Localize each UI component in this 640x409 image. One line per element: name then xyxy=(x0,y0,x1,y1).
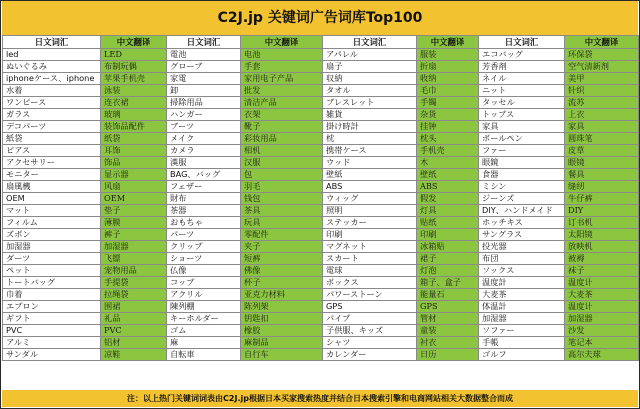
jp-term-cell: グローブ xyxy=(167,61,241,73)
jp-term-cell: 芳香剤 xyxy=(479,61,565,73)
jp-term-cell: カメラ xyxy=(167,145,241,157)
table-row xyxy=(3,109,639,121)
zh-translation-cell: 家用电子产品 xyxy=(241,73,323,85)
zh-translation-cell: 杂货 xyxy=(417,109,479,121)
table-row xyxy=(3,205,639,217)
zh-translation-cell: 收纳 xyxy=(417,73,479,85)
jp-term-cell: マット xyxy=(3,205,101,217)
jp-term-cell: PVC xyxy=(3,325,101,337)
header-jp: 日文词汇 xyxy=(3,36,101,49)
zh-translation-cell: 高尔夫球 xyxy=(565,349,639,361)
jp-term-cell: OEM xyxy=(3,193,101,205)
zh-translation-cell: 电池 xyxy=(241,49,323,61)
zh-translation-cell: 温度计 xyxy=(565,277,639,289)
zh-translation-cell: 针织 xyxy=(565,85,639,97)
zh-translation-cell: 裙子 xyxy=(417,253,479,265)
jp-term-cell: ジーンズ xyxy=(479,193,565,205)
jp-term-cell: フィルム xyxy=(3,217,101,229)
zh-translation-cell: LED xyxy=(101,49,167,61)
header-zh: 中文翻译 xyxy=(417,36,479,49)
table-row xyxy=(3,349,639,361)
zh-translation-cell: 围裙 xyxy=(101,301,167,313)
jp-term-cell: サングラス xyxy=(479,229,565,241)
table-row xyxy=(3,313,639,325)
jp-term-cell: ゴム xyxy=(167,325,241,337)
zh-translation-cell: 纸袋 xyxy=(101,133,167,145)
zh-translation-cell: 圆珠笔 xyxy=(565,133,639,145)
table-row xyxy=(3,133,639,145)
jp-term-cell: 家電 xyxy=(167,73,241,85)
jp-term-cell: GPS xyxy=(323,301,417,313)
jp-term-cell: タッセル xyxy=(479,97,565,109)
jp-term-cell: ネイル xyxy=(479,73,565,85)
zh-translation-cell: 杯子 xyxy=(241,277,323,289)
zh-translation-cell: 手提袋 xyxy=(101,277,167,289)
jp-term-cell: トートバッグ xyxy=(3,277,101,289)
jp-term-cell: ショーツ xyxy=(167,253,241,265)
jp-term-cell: led xyxy=(3,49,101,61)
zh-translation-cell: 短裤 xyxy=(241,253,323,265)
zh-translation-cell: 包 xyxy=(241,169,323,181)
jp-term-cell: ズボン xyxy=(3,229,101,241)
zh-translation-cell: 装饰品配件 xyxy=(101,121,167,133)
zh-translation-cell: 上衣 xyxy=(565,109,639,121)
zh-translation-cell: 裤子 xyxy=(101,229,167,241)
jp-term-cell: キーホルダー xyxy=(167,313,241,325)
zh-translation-cell: 批发 xyxy=(241,85,323,97)
jp-term-cell: 食器 xyxy=(479,169,565,181)
jp-term-cell: 布団 xyxy=(479,253,565,265)
zh-translation-cell: 毛巾 xyxy=(417,85,479,97)
zh-translation-cell: 衬衣 xyxy=(417,337,479,349)
jp-term-cell: タオル xyxy=(323,85,417,97)
zh-translation-cell: 麻制品 xyxy=(241,337,323,349)
jp-term-cell: ボールペン xyxy=(479,133,565,145)
zh-translation-cell: 能量石 xyxy=(417,289,479,301)
jp-term-cell: 大麦茶 xyxy=(479,289,565,301)
jp-term-cell: ゴルフ xyxy=(479,349,565,361)
zh-translation-cell: 壁纸 xyxy=(417,169,479,181)
jp-term-cell: 加湿器 xyxy=(479,313,565,325)
jp-term-cell: BAG、バッグ xyxy=(167,169,241,181)
zh-translation-cell: 礼品 xyxy=(101,313,167,325)
table-row xyxy=(3,61,639,73)
jp-term-cell: ファー xyxy=(479,145,565,157)
jp-term-cell: スカート xyxy=(323,253,417,265)
jp-term-cell: ミシン xyxy=(479,181,565,193)
zh-translation-cell: 羽毛 xyxy=(241,181,323,193)
jp-term-cell: 陳列棚 xyxy=(167,301,241,313)
zh-translation-cell: 宠物用品 xyxy=(101,265,167,277)
zh-translation-cell: 沙发 xyxy=(565,325,639,337)
header-zh: 中文翻译 xyxy=(101,36,167,49)
zh-translation-cell: 苹果手机壳 xyxy=(101,73,167,85)
jp-term-cell: ウッド xyxy=(323,157,417,169)
zh-translation-cell: 管材 xyxy=(417,313,479,325)
jp-term-cell: ニット xyxy=(479,85,565,97)
jp-term-cell: マグネット xyxy=(323,241,417,253)
jp-term-cell: アクリル xyxy=(167,289,241,301)
keyword-table xyxy=(2,35,639,361)
jp-term-cell: おもちゃ xyxy=(167,217,241,229)
zh-translation-cell: 枕头 xyxy=(417,133,479,145)
table-row xyxy=(3,301,639,313)
jp-term-cell: 眼鏡 xyxy=(479,157,565,169)
jp-term-cell: ソックス xyxy=(479,265,565,277)
zh-translation-cell: 清洁产品 xyxy=(241,97,323,109)
jp-term-cell: 仏像 xyxy=(167,265,241,277)
zh-translation-cell: 靴子 xyxy=(241,121,323,133)
jp-term-cell: カレンダー xyxy=(323,349,417,361)
zh-translation-cell: 温度计 xyxy=(565,301,639,313)
jp-term-cell: ハンガー xyxy=(167,109,241,121)
jp-term-cell: 体温計 xyxy=(479,301,565,313)
jp-term-cell: 印刷 xyxy=(323,229,417,241)
jp-term-cell: フェザー xyxy=(167,181,241,193)
table-row xyxy=(3,121,639,133)
jp-term-cell: 紙袋 xyxy=(3,133,101,145)
zh-translation-cell: 显示器 xyxy=(101,169,167,181)
jp-term-cell: iphoneケース、iphone xyxy=(3,73,101,85)
jp-term-cell: ぬいぐるみ xyxy=(3,61,101,73)
table-row xyxy=(3,337,639,349)
jp-term-cell: パーツ xyxy=(167,229,241,241)
jp-term-cell: アクセサリー xyxy=(3,157,101,169)
zh-translation-cell: 美甲 xyxy=(565,73,639,85)
zh-translation-cell: 零配件 xyxy=(241,229,323,241)
zh-translation-cell: 彩妆用品 xyxy=(241,133,323,145)
table-row xyxy=(3,241,639,253)
zh-translation-cell: 玻璃 xyxy=(101,109,167,121)
zh-translation-cell: 耳饰 xyxy=(101,145,167,157)
jp-term-cell: 財布 xyxy=(167,193,241,205)
jp-term-cell: サンダル xyxy=(3,349,101,361)
zh-translation-cell: OEM xyxy=(101,193,167,205)
zh-translation-cell: 飞镖 xyxy=(101,253,167,265)
zh-translation-cell: 流苏 xyxy=(565,97,639,109)
jp-term-cell: パイプ xyxy=(323,313,417,325)
header-jp: 日文词汇 xyxy=(479,36,565,49)
zh-translation-cell: 缝纫 xyxy=(565,181,639,193)
table-row xyxy=(3,265,639,277)
zh-translation-cell: 空气清新剂 xyxy=(565,61,639,73)
table-row xyxy=(3,181,639,193)
jp-term-cell: ペット xyxy=(3,265,101,277)
jp-term-cell: 温度計 xyxy=(479,277,565,289)
jp-term-cell: コップ xyxy=(167,277,241,289)
zh-translation-cell: 折扇 xyxy=(417,61,479,73)
jp-term-cell: 枕 xyxy=(323,133,417,145)
zh-translation-cell: 相机 xyxy=(241,145,323,157)
zh-translation-cell: 钥匙扣 xyxy=(241,313,323,325)
zh-translation-cell: 被褥 xyxy=(565,253,639,265)
table-row xyxy=(3,277,639,289)
table-row xyxy=(3,157,639,169)
zh-translation-cell: 拉绳袋 xyxy=(101,289,167,301)
jp-term-cell: ブレスレット xyxy=(323,97,417,109)
keyword-table-body xyxy=(3,49,639,361)
zh-translation-cell: 夹子 xyxy=(241,241,323,253)
jp-term-cell: 自転車 xyxy=(167,349,241,361)
jp-term-cell: アルミ xyxy=(3,337,101,349)
zh-translation-cell: 连衣裙 xyxy=(101,97,167,109)
jp-term-cell: ホッチキス xyxy=(479,217,565,229)
jp-term-cell: 掃除用品 xyxy=(167,97,241,109)
jp-term-cell: 電球 xyxy=(323,265,417,277)
zh-translation-cell: 加湿器 xyxy=(101,241,167,253)
zh-translation-cell: 笔记本 xyxy=(565,337,639,349)
zh-translation-cell: 玩具 xyxy=(241,217,323,229)
header-zh: 中文翻译 xyxy=(241,36,323,49)
jp-term-cell: 照明 xyxy=(323,205,417,217)
jp-term-cell: クリップ xyxy=(167,241,241,253)
zh-translation-cell: 加湿器 xyxy=(565,313,639,325)
jp-term-cell: ガラス xyxy=(3,109,101,121)
footer-note: 注：以上热门关键词词表由C2J.jp根据日本买家搜索热度并结合日本搜索引擎和电商网站相关大数据整合而成 xyxy=(2,390,638,407)
jp-term-cell: 子供服、キッズ xyxy=(323,325,417,337)
zh-translation-cell: 童装 xyxy=(417,325,479,337)
zh-translation-cell: 佛像 xyxy=(241,265,323,277)
zh-translation-cell: 陈列架 xyxy=(241,301,323,313)
zh-translation-cell: 眼镜 xyxy=(565,157,639,169)
jp-term-cell: デコパーツ xyxy=(3,121,101,133)
page-title: C2J.jp 关键词广告词库Top100 xyxy=(2,1,638,35)
table-row xyxy=(3,325,639,337)
jp-term-cell: DIY、ハンドメイド xyxy=(479,205,565,217)
jp-term-cell: 巾着 xyxy=(3,289,101,301)
jp-term-cell: アパレル xyxy=(323,49,417,61)
jp-term-cell: エコバッグ xyxy=(479,49,565,61)
zh-translation-cell: 冰箱贴 xyxy=(417,241,479,253)
jp-term-cell: 加湿器 xyxy=(3,241,101,253)
jp-term-cell: 茶器 xyxy=(167,205,241,217)
zh-translation-cell: 箱子、盒子 xyxy=(417,277,479,289)
zh-translation-cell: 薄膜 xyxy=(101,217,167,229)
zh-translation-cell: 家具 xyxy=(565,121,639,133)
zh-translation-cell: 饰品 xyxy=(101,157,167,169)
zh-translation-cell: 餐具 xyxy=(565,169,639,181)
zh-translation-cell: 衣架 xyxy=(241,109,323,121)
zh-translation-cell: 日历 xyxy=(417,349,479,361)
zh-translation-cell: ABS xyxy=(417,181,479,193)
zh-translation-cell: 牛仔裤 xyxy=(565,193,639,205)
zh-translation-cell: 服装 xyxy=(417,49,479,61)
jp-term-cell: ピアス xyxy=(3,145,101,157)
jp-term-cell: 雑貨 xyxy=(323,109,417,121)
zh-translation-cell: 茶具 xyxy=(241,205,323,217)
jp-term-cell: ブーツ xyxy=(167,121,241,133)
jp-term-cell: ABS xyxy=(323,181,417,193)
zh-translation-cell: 挂钟 xyxy=(417,121,479,133)
jp-term-cell: 漢服 xyxy=(167,157,241,169)
jp-term-cell: ワンピース xyxy=(3,97,101,109)
table-row xyxy=(3,169,639,181)
jp-term-cell: 電池 xyxy=(167,49,241,61)
jp-term-cell: 家具 xyxy=(479,121,565,133)
zh-translation-cell: 放映机 xyxy=(565,241,639,253)
zh-translation-cell: 灯具 xyxy=(417,205,479,217)
jp-term-cell: 掛け時計 xyxy=(323,121,417,133)
table-row xyxy=(3,73,639,85)
zh-translation-cell: 印刷 xyxy=(417,229,479,241)
zh-translation-cell: 亚克力材料 xyxy=(241,289,323,301)
header-jp: 日文词汇 xyxy=(167,36,241,49)
zh-translation-cell: 钱包 xyxy=(241,193,323,205)
jp-term-cell: ボックス xyxy=(323,277,417,289)
jp-term-cell: 麻 xyxy=(167,337,241,349)
jp-term-cell: 携帯ケース xyxy=(323,145,417,157)
table-row xyxy=(3,229,639,241)
zh-translation-cell: 手镯 xyxy=(417,97,479,109)
table-row xyxy=(3,97,639,109)
table-row xyxy=(3,85,639,97)
zh-translation-cell: 手机壳 xyxy=(417,145,479,157)
zh-translation-cell: 布制玩偶 xyxy=(101,61,167,73)
jp-term-cell: 水着 xyxy=(3,85,101,97)
jp-term-cell: 壁紙 xyxy=(323,169,417,181)
table-row xyxy=(3,49,639,61)
zh-translation-cell: 风扇 xyxy=(101,181,167,193)
jp-term-cell: 投光器 xyxy=(479,241,565,253)
zh-translation-cell: PVC xyxy=(101,325,167,337)
jp-term-cell: エプロン xyxy=(3,301,101,313)
header-row xyxy=(3,36,639,49)
zh-translation-cell: 手套 xyxy=(241,61,323,73)
jp-term-cell: ソファー xyxy=(479,325,565,337)
zh-translation-cell: 大麦茶 xyxy=(565,289,639,301)
jp-term-cell: ギフト xyxy=(3,313,101,325)
zh-translation-cell: 自行车 xyxy=(241,349,323,361)
header-jp: 日文词汇 xyxy=(323,36,417,49)
jp-term-cell: 手帳 xyxy=(479,337,565,349)
jp-term-cell: シャツ xyxy=(323,337,417,349)
zh-translation-cell: 皮草 xyxy=(565,145,639,157)
table-row xyxy=(3,145,639,157)
table-row xyxy=(3,217,639,229)
jp-term-cell: ウィッグ xyxy=(323,193,417,205)
zh-translation-cell: 假发 xyxy=(417,193,479,205)
jp-term-cell: 卸 xyxy=(167,85,241,97)
zh-translation-cell: 订书机 xyxy=(565,217,639,229)
table-row xyxy=(3,289,639,301)
zh-translation-cell: 汉服 xyxy=(241,157,323,169)
zh-translation-cell: 贴纸 xyxy=(417,217,479,229)
zh-translation-cell: GPS xyxy=(417,301,479,313)
zh-translation-cell: 垫子 xyxy=(101,205,167,217)
zh-translation-cell: DIY xyxy=(565,205,639,217)
header-zh: 中文翻译 xyxy=(565,36,639,49)
zh-translation-cell: 袜子 xyxy=(565,265,639,277)
zh-translation-cell: 灯泡 xyxy=(417,265,479,277)
jp-term-cell: 扇風機 xyxy=(3,181,101,193)
zh-translation-cell: 太阳镜 xyxy=(565,229,639,241)
jp-term-cell: ステッカー xyxy=(323,217,417,229)
zh-translation-cell: 泳装 xyxy=(101,85,167,97)
jp-term-cell: 扇子 xyxy=(323,61,417,73)
zh-translation-cell: 木 xyxy=(417,157,479,169)
jp-term-cell: ダーツ xyxy=(3,253,101,265)
jp-term-cell: モニター xyxy=(3,169,101,181)
zh-translation-cell: 凉鞋 xyxy=(101,349,167,361)
table-row xyxy=(3,253,639,265)
zh-translation-cell: 环保袋 xyxy=(565,49,639,61)
table-row xyxy=(3,193,639,205)
zh-translation-cell: 橡胶 xyxy=(241,325,323,337)
jp-term-cell: メイク xyxy=(167,133,241,145)
jp-term-cell: パワーストーン xyxy=(323,289,417,301)
jp-term-cell: 収納 xyxy=(323,73,417,85)
zh-translation-cell: 铝材 xyxy=(101,337,167,349)
jp-term-cell: トップス xyxy=(479,109,565,121)
